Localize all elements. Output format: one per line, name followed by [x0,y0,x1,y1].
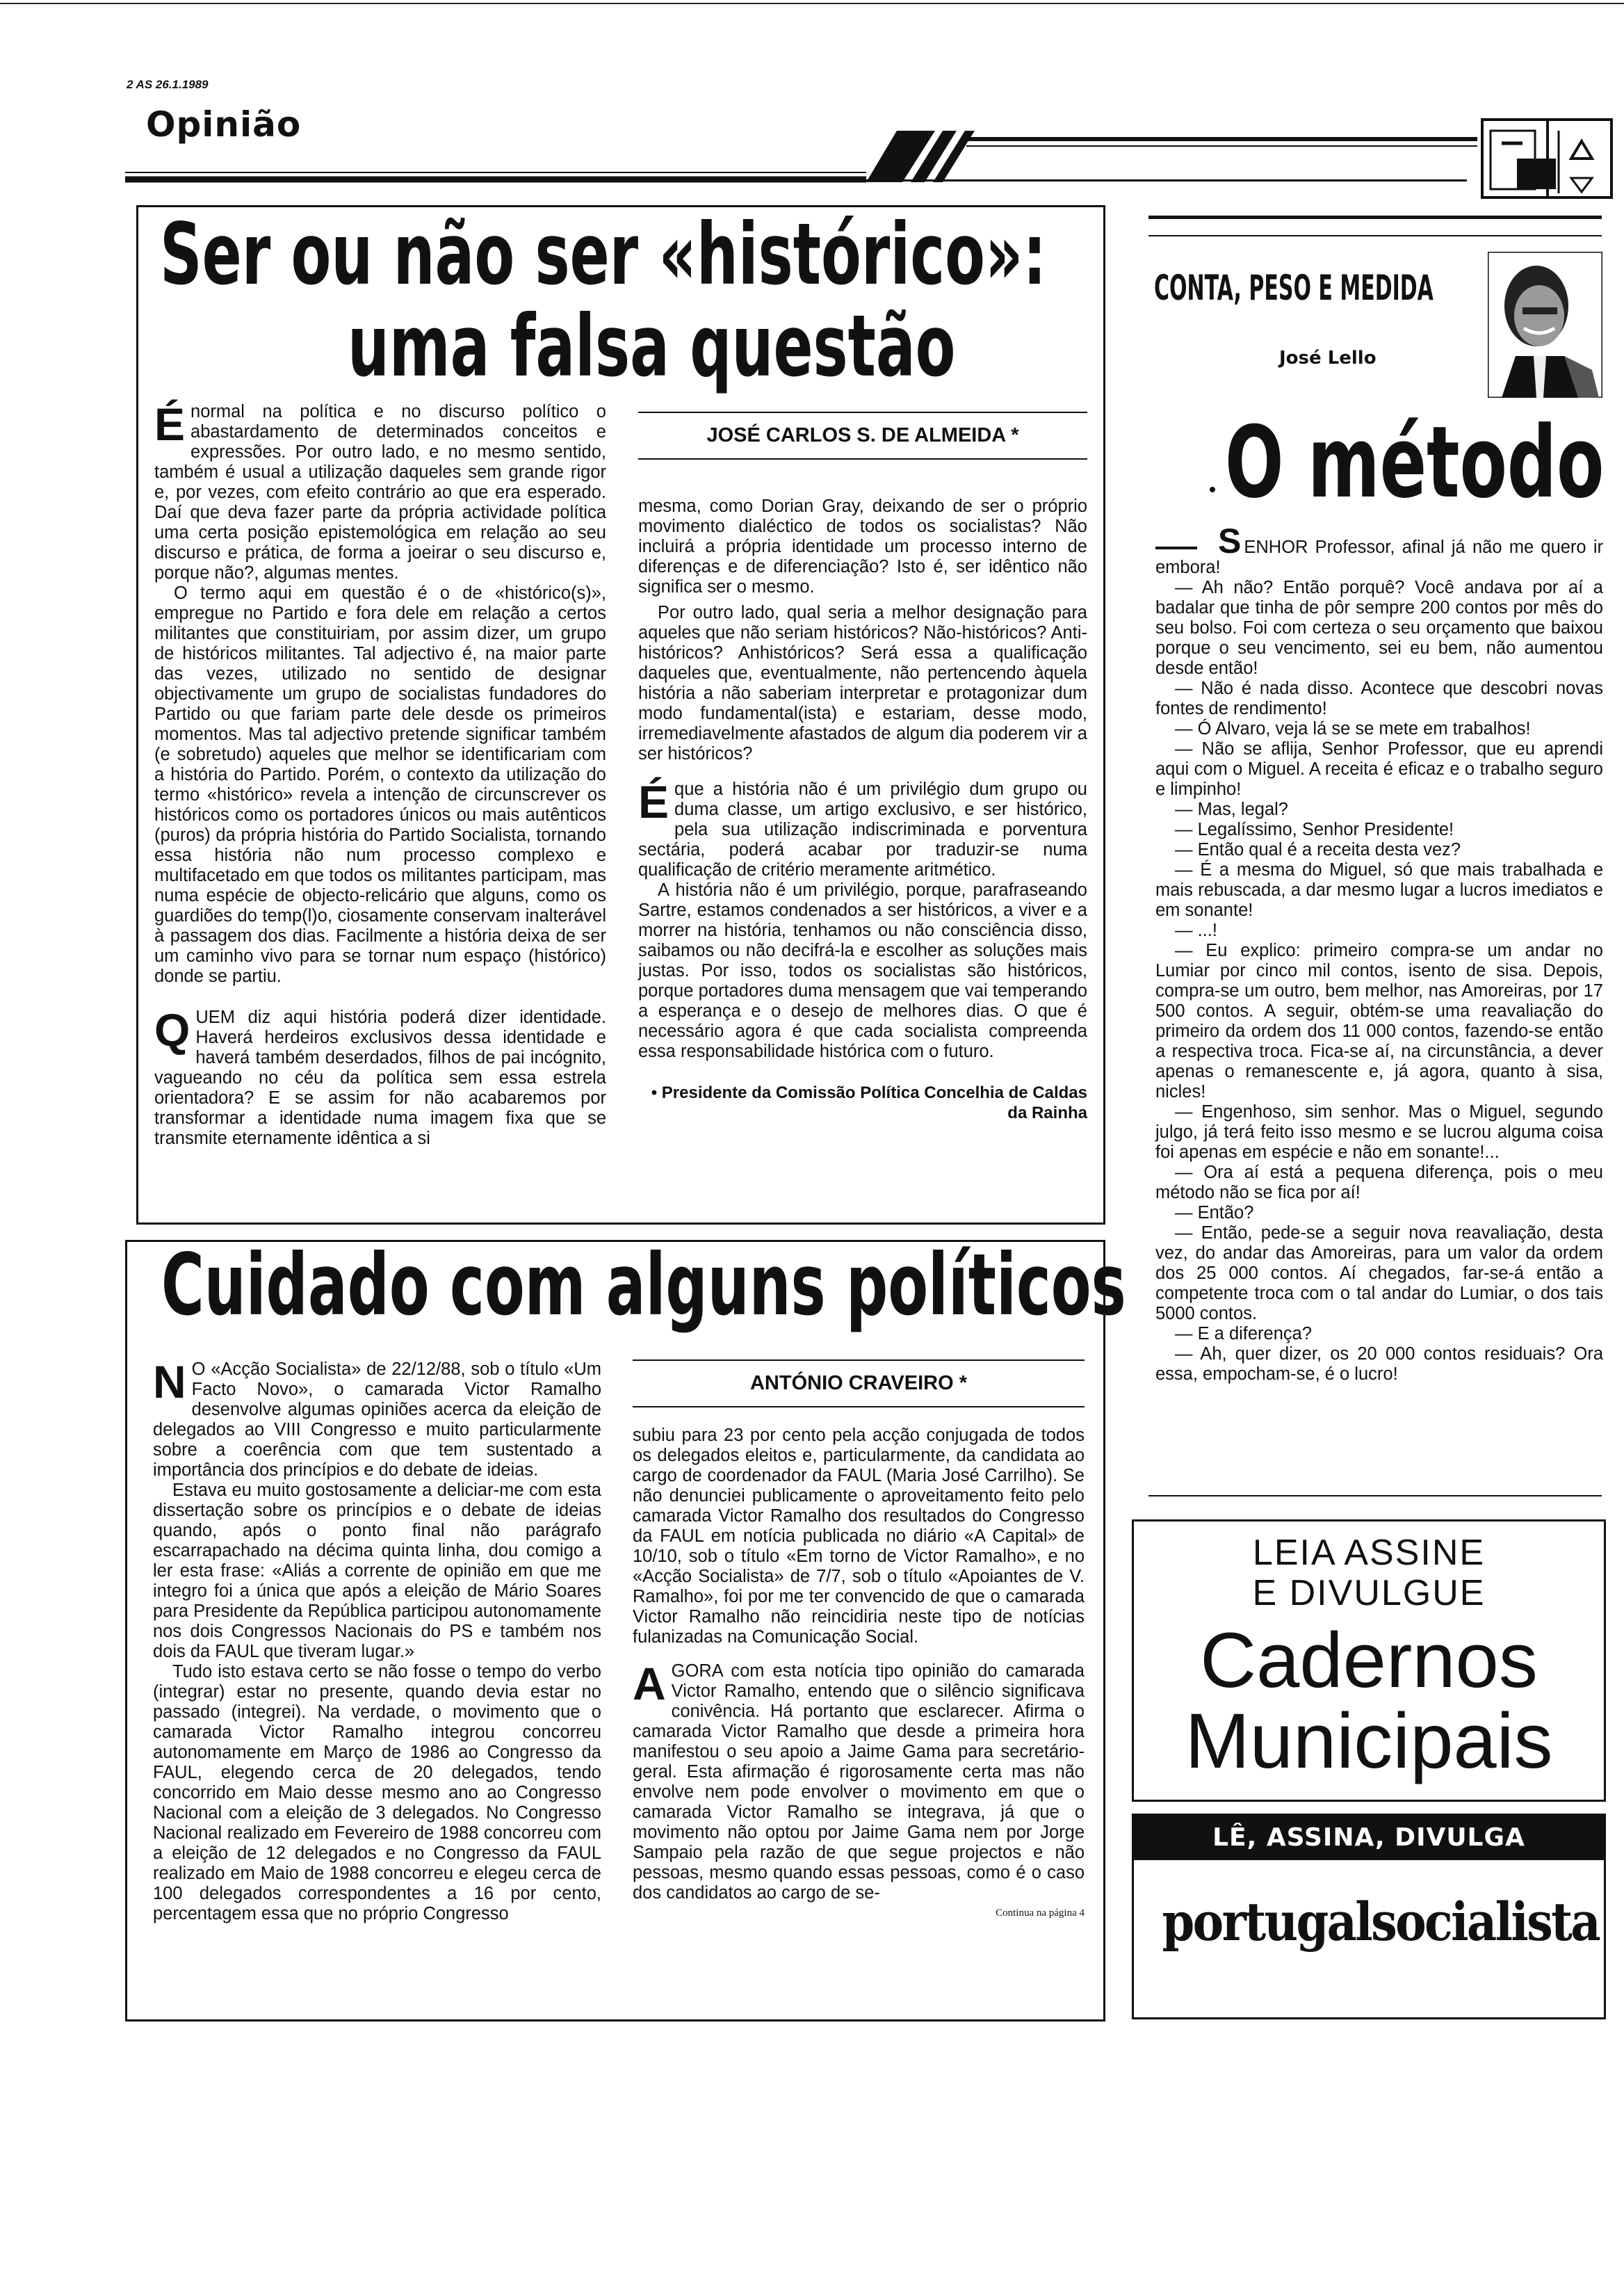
paragraph-text: O «Acção Socialista» de 22/12/88, sob o título «Um Facto Novo», o camarada Victor Ramalho desenvolve algumas opiniões acerca da eleição de delegados ao VIII Congresso e muito particularmente sobre a coerência com que tem sustentado a importância dos princípios e do debate de ideias. [153,1359,601,1480]
article-1-author-note: • Presidente da Comissão Política Concelhia de Caldas da Rainha [651,1083,1087,1122]
title-bullet-icon [1210,487,1215,492]
article-2-paragraph [153,1356,601,1480]
ad-portugal-socialista [1132,1814,1606,2019]
column-bottom-rule [1148,1495,1602,1496]
article-1-title [160,205,1078,396]
article-2-byline: ANTÓNIO CRAVEIRO * [633,1359,1085,1407]
column-paragraph: — Ah, quer dizer, os 20 000 contos residuais? Ora essa, empocham-se, é o lucro! [1155,1344,1603,1384]
column-paragraph: — Então, pede-se a seguir nova reavaliação, desta vez, do andar das Amoreiras, para um valor da ordem dos 25 000 contos. Aí chegados, far-se-á então a competente troca com o tal andar do Lumiar, o dos tais 5000 contos. [1155,1223,1603,1323]
column-paragraph: — É a mesma do Miguel, só que mais trabalhada e mais rebuscada, a dar mesmo lugar a lucros imediatos e em sonante! [1155,860,1603,920]
article-1-paragraph [638,776,1087,880]
article-1-paragraph [154,398,606,583]
column-paragraph: — E a diferença? [1175,1324,1313,1343]
ad-brand-line-1: Cadernos [1200,1617,1538,1704]
drop-cap: É [154,398,186,450]
column-paragraph: — Então qual é a receita desta vez? [1175,840,1461,860]
paragraph-text: GORA com esta notícia tipo opinião do camarada Victor Ramalho, entendo que o silêncio significava conivência. Há portanto que esclarecer. Afirma o camarada Victor Ramalho que desde a primeira hora manifestou o seu apoio a Jaime Gama para secretário-geral. Esta afirmação é rigorosamente certa mas não envolve nem pode envolver o movimento em que o camarada Victor Ramalho se integrava, já que o movimento não optou por Jaime Gama nem por Jorge Sampaio pela razão de que segue projectos e não pessoas, mesmo quando essas pessoas, como é o caso dos candidatos ao cargo de se- [633,1661,1085,1903]
article-1-paragraph [154,1004,606,1149]
column-rubric: CONTA, PESO E MEDIDA [1154,268,1434,308]
ad-slogan-line-2: E DIVULGUE [1252,1573,1486,1613]
ad-slogan-line-1: LEIA ASSINE [1252,1533,1486,1573]
article-1-column-2 [638,497,1087,1123]
paragraph-text: normal na política e no discurso político o abastardamento de determinados conceitos e expressões. Por outro lado, e no mesmo sentido, também é usual a utilização daqueles sem grande rigor e, por vezes, com efeito contrário ao que era esperado. Daí que deva fazer parte da própria actividade política uma certa posição epistemológica em relação ao seu discurso e prática, de forma a joeirar o seu discurso e, porque não?, algumas mentes. [154,402,606,583]
drop-cap: N [153,1356,186,1407]
column-top-rule [1148,216,1602,219]
article-1-paragraph: mesma, como Dorian Gray, deixando de ser o próprio movimento dialéctico de todos os socialistas? Não incluirá a própria identidade um processo interno de diferenças e de diferenciação? Isto é, ser idêntico não significa ser o mesmo. [638,497,1087,597]
column-paragraph: — Não é nada disso. Acontece que descobri novas fontes de rendimento! [1155,679,1603,718]
drop-cap: S [1218,522,1242,560]
article-1-title-line-2: uma falsa questão [348,297,956,396]
column-author: José Lello [1279,348,1377,369]
column-top-rule-thin [1148,235,1602,236]
article-1-paragraph: Por outro lado, qual seria a melhor designação para aqueles que não seriam históricos? Não-históricos? Anti-históricos? Anhistóricos? Será essa a qualificação daqueles que, eventualmente, não pertencendo àquela história a não saberiam interpretar e protagonizar dum modo fundamental(ista) e estariam, desse modo, irremediavelmente afastados de algum dia poderem vir a ser históricos? [638,603,1087,764]
drop-cap: A [633,1658,666,1709]
top-edge-rule [0,3,1624,4]
article-2-paragraph: Tudo isto estava certo se não fosse o tempo do verbo (integrar) estar no presente, quando devia estar no passado (integrei). Na verdade, o movimento que o camarada Victor Ramalho integrou concorreu autonomamente em Março de 1986 ao Congresso da FAUL, elegendo cerca de 20 delegados, tendo concorrido em Maio desse mesmo ano ao Congresso Nacional com a eleição de 3 delegados. No Congresso Nacional realizado em Fevereiro de 1988 concorreu com a eleição de 12 delegados e no Congresso da FAUL realizado em Maio de 1988 concorreu e elegeu cerca de 100 delegados correspondentes a 16 por cento, percentagem essa que no próprio Congresso [153,1662,601,1923]
column-paragraph: — Ah não? Então porquê? Você andava por aí a badalar que tinha de pôr sempre 200 contos por mês do seu bolso. Foi com certeza o seu orçamento que baixou porque o seu vencimento, sei eu bem, não aumentou desde então! [1155,578,1603,678]
ad-brand: portugalsocialista [1162,1891,1600,1953]
article-2-paragraph: subiu para 23 por cento pela acção conjugada de todos os delegados eleitos e, particularmente, da candidata ao cargo de coordenador da FAUL (Maria José Carrilho). Se não denunciei publicamente o aproveitamento feito pelo camarada Victor Ramalho dos resultados do Congresso da FAUL em notícia publicada no diário «A Capital» de 10/10, sob o título «Em torno de Victor Ramalho», e no «Acção Socialista» de 7/7, sob o título «Apoiantes de V. Ramalho», foi por me ter convencido de que o camarada Victor Ramalho não reincidiria neste tipo de notícias fulanizadas na Comunicação Social. [633,1426,1085,1647]
article-2-paragraph: Estava eu muito gostosamente a deliciar-me com esta dissertação sobre os princípios e o debate de ideias quando, após o ponto final não parágrafo escarrapachado na décima quinta linha, dou comigo a ler esta frase: «Aliás a corrente de opinião em que me integro foi a única que após a eleição de Mário Soares para Presidente da República participou autonomamente nos dois Congressos Nacionais do PS e também nos dois da FAUL que tiveram lugar.» [153,1480,601,1661]
column-paragraph: — Engenhoso, sim senhor. Mas o Miguel, segundo julgo, já terá feito isso mesmo e se lucrou alguma coisa foi apenas em espécie e não em sonante!... [1155,1102,1603,1162]
article-2-paragraph [633,1658,1085,1903]
column-paragraph: — Eu explico: primeiro compra-se um andar no Lumiar por cinco mil contos, isento de sisa. Depois, compra-se um outro, bem melhor, nas Amoreiras, por 17 500 contos. A seguir, obtém-se uma reavaliação do primeiro da ordem dos 11 000 contos, fazendo-se então a respectiva troca. Fica-se aí, na circunstância, a dever apenas o remanescente e, já agora, quanto à sisa, nicles! [1155,941,1603,1101]
article-1-column-1 [154,398,606,1149]
column-paragraph: — Legalíssimo, Senhor Presidente! [1175,820,1454,839]
column-paragraph: — Então? [1175,1203,1254,1222]
article-2-column-2 [633,1426,1085,1920]
paragraph-text: ENHOR Professor, afinal já não me quero ir embora! [1155,538,1603,577]
page-info: 2 AS 26.1.1989 [127,78,209,91]
header-rule-bottom [125,179,1467,181]
column-title: O método [1225,405,1605,520]
dialogue-dash-icon [1155,547,1197,549]
author-portrait-icon [1488,252,1602,398]
article-1-paragraph: O termo aqui em questão é o de «histórico(s)», empregue no Partido e fora dele em relação a certos militantes que constituiriam, por assim dizer, um grupo de históricos militantes. Tal adjectivo é, na maior parte das vezes, utilizado no sentido de designar objectivamente um grupo de socialistas fundadores do Partido ou que fariam parte dele desde os primeiros momentos. Mas tal adjectivo pretende significar também (e sobretudo) aqueles que melhor se identificariam com a história do Partido. Porém, o contexto da utilização do termo «histórico» revela a intenção de circunscrever os históricos como os portadores únicos ou mais autênticos (puros) da própria história do Partido Socialista, tornando essa história não num processo complexo e multifacetado em que todos os militantes participam, mas numa espécie de objecto-relicário que alguns, como os guardiões do temp(l)o, ciosamente conservam inalterável à passagem dos dias. Facilmente a história deixa de ser um caminho vivo para se tornar num espaço (histórico) donde se partiu. [154,583,606,986]
ad-brand-line-2: Municipais [1185,1697,1553,1784]
section-title: Opinião [146,104,302,145]
paragraph-text: UEM diz aqui história poderá dizer identidade. Haverá herdeiros exclusivos dessa identidade e haverá também deserdados, filhos de pai incógnito, vagueando no céu da política sem essa estrela orientadora? E se assim for não acabaremos por transformar a identidade numa imagem fixa que se transmite eternamente idêntica a si [154,1008,606,1148]
header-logo-icon [1481,110,1613,200]
article-2-column-1 [153,1356,601,1924]
ad-banner: LÊ, ASSINA, DIVULGA [1134,1816,1604,1860]
section-header-rule [125,118,1488,195]
paragraph-text: que a história não é um privilégio dum grupo ou duma classe, um artigo exclusivo, e ser histórico, pela sua utilização indiscriminada e porventura sectária, poderá acabar por traduzir-se numa qualificação de critério meramente aritmético. [638,780,1087,880]
drop-cap: Q [154,1004,190,1056]
column-paragraph: — Ó Alvaro, veja lá se se mete em trabalhos! [1175,719,1531,739]
column-paragraph: — Não se aflija, Senhor Professor, que eu aprendi aqui com o Miguel. A receita é eficaz e o trabalho seguro e limpinho! [1155,739,1603,799]
article-1-paragraph: A história não é um privilégio, porque, parafraseando Sartre, estamos condenados a ser históricos, a viver e a morrer na história, tenhamos ou não consciência disso, saibamos ou não decifrá-la e escolher as soluções mais justas. Por isso, todos os socialistas são históricos, porque portadores duma mensagem que vai temperando a esperança e o desejo de melhores dias. O que é necessário agora é que cada socialista compreenda essa responsabilidade histórica com o futuro. [638,880,1087,1061]
article-2-title: Cuidado com alguns políticos [161,1236,1126,1334]
ad-cadernos-municipais [1132,1519,1606,1802]
column-paragraph: — Ora aí está a pequena diferença, pois o meu método não se fica por aí! [1155,1163,1603,1202]
drop-cap: É [638,776,669,828]
column-paragraph: — Mas, legal? [1175,800,1288,819]
continued-note: Continua na página 4 [996,1907,1085,1919]
column-text [1155,522,1603,1385]
article-1-title-line-1: Ser ou não ser «histórico»: [160,205,1046,304]
column-paragraph [1155,522,1603,578]
column-paragraph: — ...! [1175,921,1217,940]
article-1-byline: JOSÉ CARLOS S. DE ALMEIDA * [638,412,1087,460]
